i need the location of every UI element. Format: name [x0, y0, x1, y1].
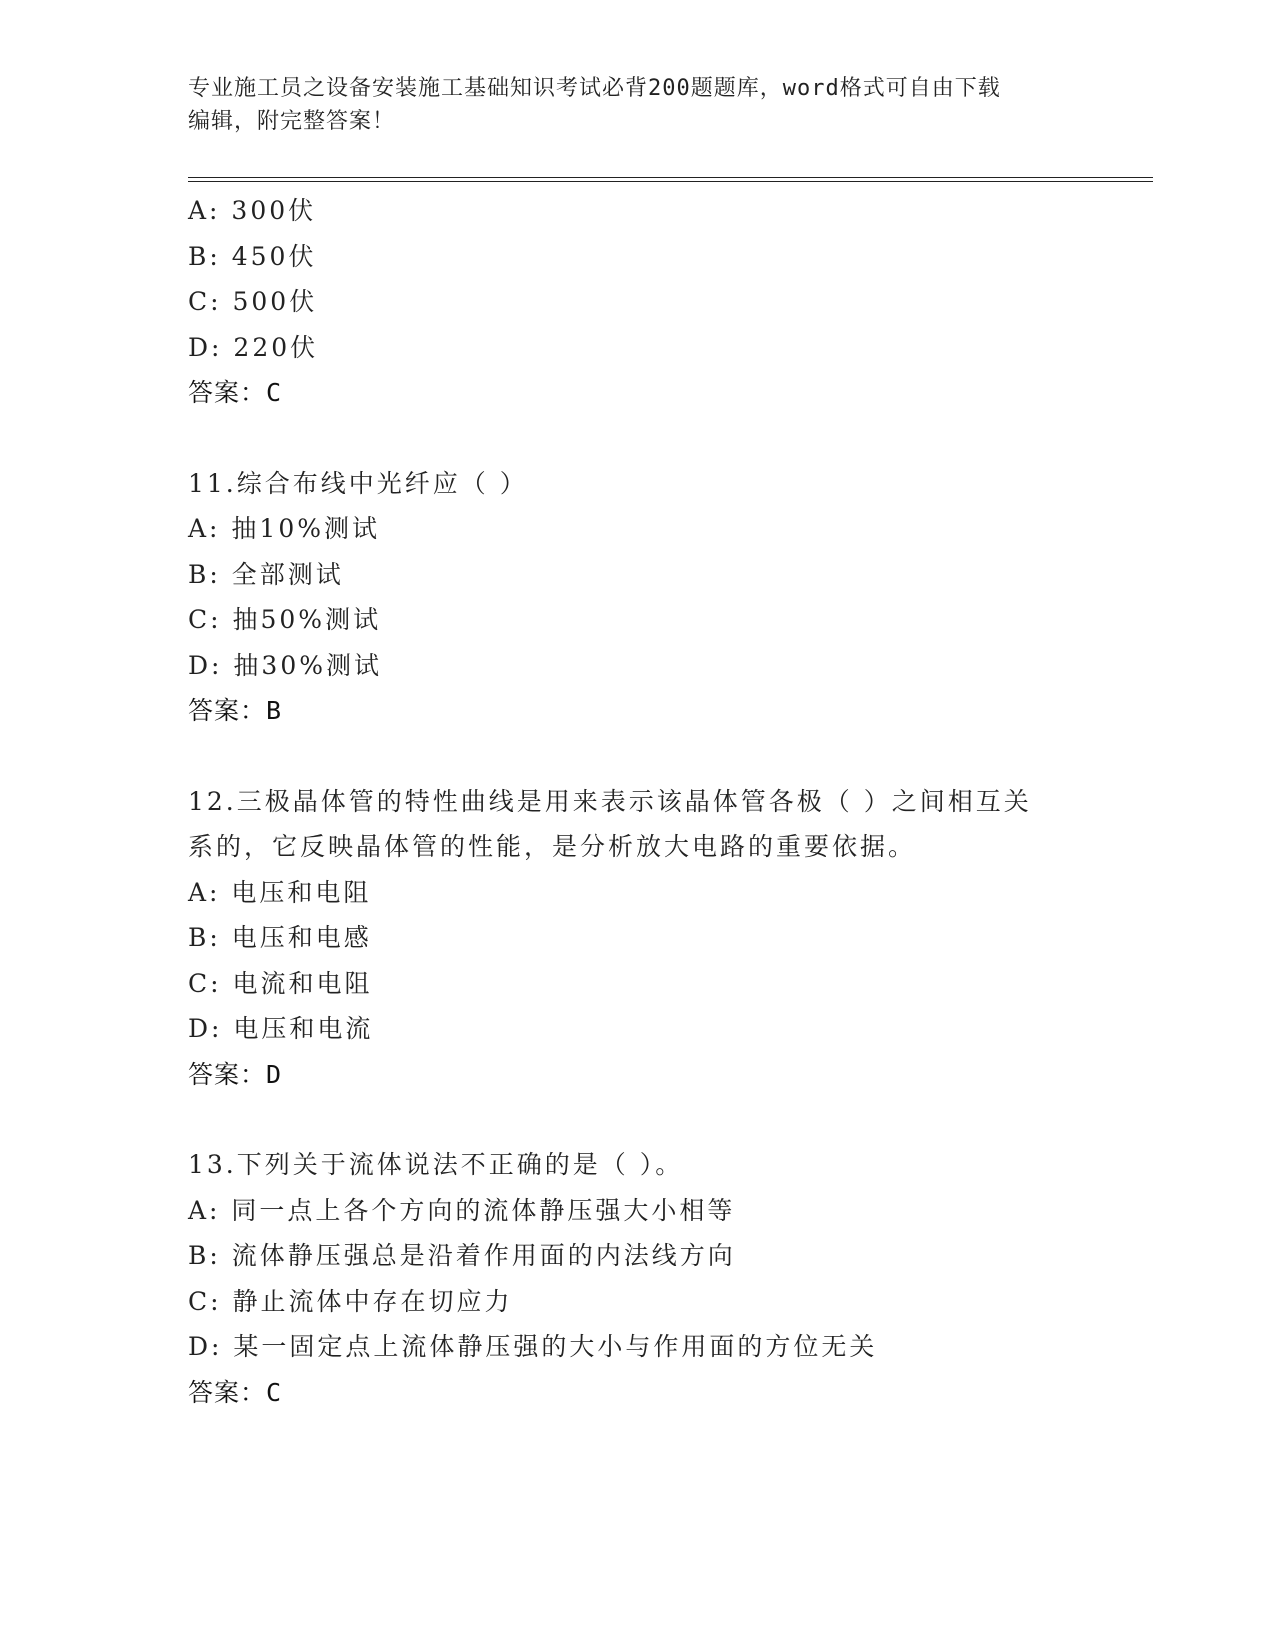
header-divider-bottom [188, 181, 1153, 182]
option-d: D: 220伏 [188, 332, 319, 362]
option-b: B: 全部测试 [188, 559, 344, 589]
option-c: C: 500伏 [188, 287, 318, 316]
option-b: B: 450伏 [188, 241, 317, 271]
option-d: D: 电压和电流 [188, 1014, 374, 1043]
option-d: D: 抽30%测试 [188, 650, 382, 680]
question-12 [188, 779, 1153, 1098]
option-a: A: 同一点上各个方向的流体静压强大小相等 [188, 1195, 736, 1225]
option-c: C: 抽50%测试 [188, 605, 382, 634]
question-11 [188, 461, 1153, 734]
answer: 答案：C [188, 378, 283, 407]
question-stem: 11.综合布线中光纤应（ ） [188, 468, 528, 498]
spacer [188, 416, 1153, 461]
option-a: A: 300伏 [188, 196, 317, 225]
option-b: B: 流体静压强总是沿着作用面的内法线方向 [188, 1241, 736, 1270]
option-a: A: 电压和电阻 [188, 877, 372, 907]
question-stem-line-2: 系的，它反映晶体管的性能，是分析放大电路的重要依据。 [188, 832, 917, 861]
option-a: A: 抽10%测试 [188, 514, 380, 543]
answer: 答案：D [188, 1059, 283, 1089]
option-d: D: 某一固定点上流体静压强的大小与作用面的方位无关 [188, 1332, 878, 1361]
spacer [188, 734, 1153, 779]
option-c: C: 静止流体中存在切应力 [188, 1286, 513, 1316]
question-stem: 13.下列关于流体说法不正确的是（ ）。 [188, 1150, 684, 1179]
header-divider-top [188, 177, 1153, 178]
question-stem-line-1: 12.三极晶体管的特性曲线是用来表示该晶体管各极（ ）之间相互关 [188, 786, 1032, 816]
option-c: C: 电流和电阻 [188, 968, 373, 998]
question-list [188, 188, 1153, 1415]
answer: 答案：B [188, 696, 283, 725]
question-10 [188, 188, 1153, 416]
header-line-1: 专业施工员之设备安装施工基础知识考试必背200题题库，word格式可自由下载 [188, 76, 1001, 101]
answer: 答案：C [188, 1377, 283, 1407]
document-header [188, 72, 1068, 138]
header-line-2: 编辑，附完整答案！ [188, 109, 396, 134]
spacer [188, 1097, 1153, 1142]
option-b: B: 电压和电感 [188, 923, 372, 952]
question-13 [188, 1142, 1153, 1415]
